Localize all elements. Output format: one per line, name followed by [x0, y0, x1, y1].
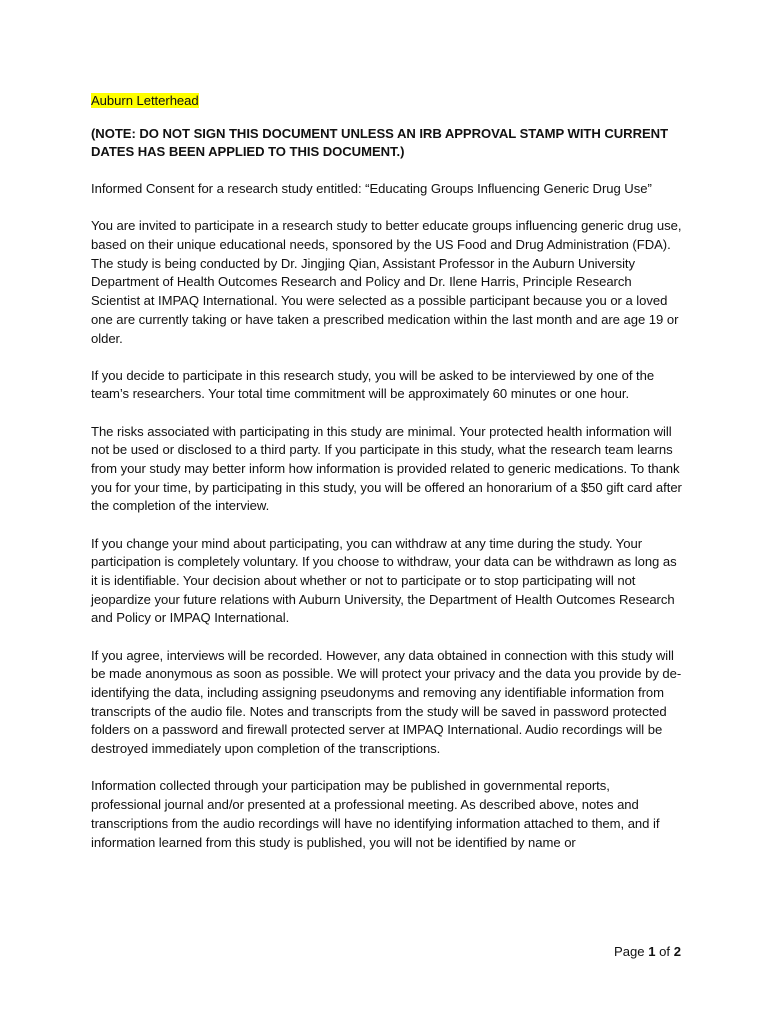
letterhead-line	[91, 92, 683, 111]
risks-paragraph: The risks associated with participating in this study are minimal. Your protected health information will not be used or disclosed to a third party. If you participate in this study, what the research team learns from your study may better inform how information is provided related to generic medications. To thank you for your time, by participating in this study, you will be offered an honorarium of a $50 gift card after the completion of the interview.	[91, 423, 682, 514]
participation-paragraph: If you decide to participate in this research study, you will be asked to be interviewed by one of the team’s researchers. Your total time commitment will be approximately 60 minutes or one hour.	[91, 367, 655, 402]
page-label: Page	[613, 944, 645, 959]
withdrawal-paragraph: If you change your mind about participating, you can withdraw at any time during the study. Your participation is completely voluntary. If you choose to withdraw, your data can be withdrawn as long as it is identifiable. Your decision about whether or not to participate or to stop participating will not jeopardize your future relations with Auburn University, the Department of Health Outcomes Research and Policy or IMPAQ International.	[91, 535, 677, 626]
irb-note: (NOTE: DO NOT SIGN THIS DOCUMENT UNLESS AN IRB APPROVAL STAMP WITH CURRENT DATES HAS BEEN APPLIED TO THIS DOCUMENT.)	[91, 125, 669, 160]
study-title-paragraph: Informed Consent for a research study entitled: “Educating Groups Influencing Generic Drug Use”	[91, 181, 652, 197]
publication-paragraph: Information collected through your participation may be published in governmental reports, professional journal and/or presented at a professional meeting. As described above, notes and transcriptions from the audio recordings will have no identifying information attached to them, and if information learned from this study is published, you will not be identified by name or	[91, 778, 660, 850]
of-label: of	[659, 944, 671, 959]
page-current: 1	[648, 944, 656, 959]
letterhead-placeholder: Auburn Letterhead	[91, 93, 199, 108]
page-number	[614, 943, 681, 961]
invitation-paragraph: You are invited to participate in a research study to better educate groups influencing generic drug use, based on their unique educational needs, sponsored by the US Food and Drug Administration (FDA). The study is being conducted by Dr. Jingjing Qian, Assistant Professor in the Auburn University Department of Health Outcomes Research and Policy and Dr. Ilene Harris, Principle Research Scientist at IMPAQ International. You were selected as a possible participant because you or a loved one are currently taking or have taken a prescribed medication within the last month and are age 19 or older.	[91, 218, 682, 346]
recording-paragraph: If you agree, interviews will be recorded. However, any data obtained in connection with this study will be made anonymous as soon as possible. We will protect your privacy and the data you provide by de-identifying the data, including assigning pseudonyms and removing any identifiable information from transcripts of the audio file. Notes and transcripts from the study will be saved in password protected folders on a password and firewall protected server at IMPAQ International. Audio recordings will be destroyed immediately upon completion of the transcriptions.	[91, 647, 682, 757]
page-total: 2	[673, 944, 681, 959]
document-body	[91, 92, 683, 871]
